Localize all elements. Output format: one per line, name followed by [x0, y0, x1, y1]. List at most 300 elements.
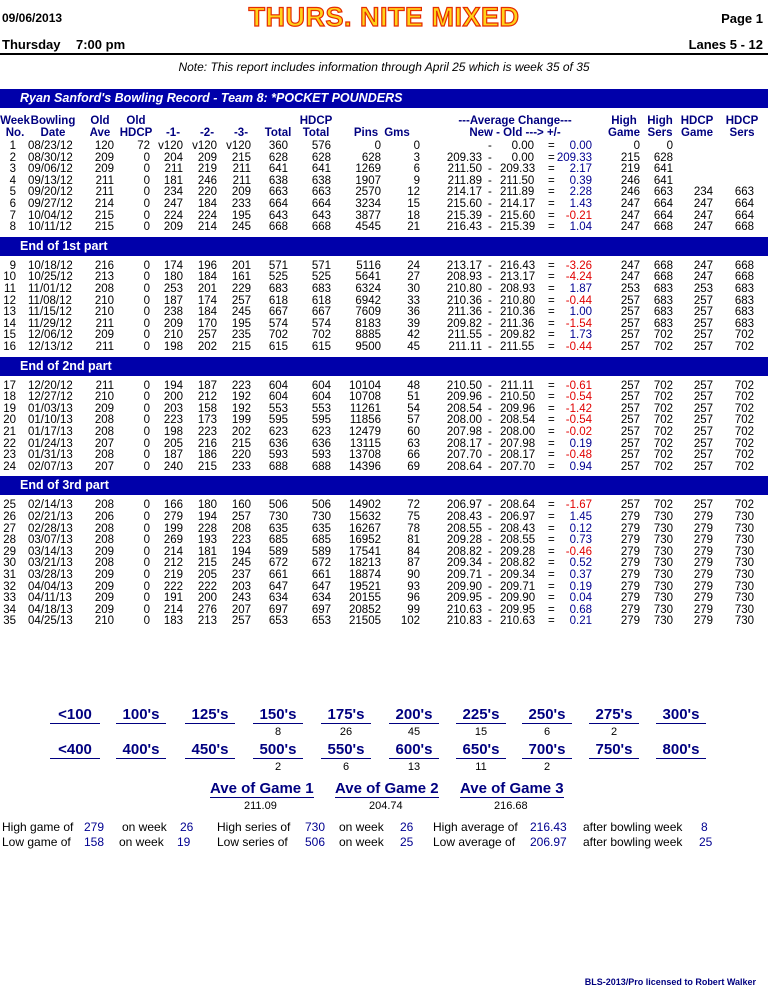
cell-hdcp-series: 730 — [734, 511, 754, 523]
cell-pins: 6942 — [355, 294, 381, 307]
cell-pins: 15632 — [349, 511, 381, 523]
cell-old-average: 215.60 — [500, 209, 536, 222]
col-average-change-line2: New - Old ---> +/- — [469, 127, 561, 139]
cell-equals: = — [548, 426, 555, 438]
table-row — [0, 427, 768, 438]
cell-date: 04/25/13 — [28, 615, 73, 628]
cell-game3: 245 — [231, 557, 251, 570]
cell-dash: - — [488, 391, 492, 404]
cell-dash: - — [488, 186, 492, 199]
table-row — [0, 261, 768, 272]
cell-old-hdcp: 0 — [143, 341, 150, 353]
cell-total: 618 — [268, 294, 288, 307]
cell-games: 63 — [407, 437, 420, 450]
cell-dash: - — [488, 569, 492, 581]
cell-games: 51 — [407, 391, 420, 404]
cell-new-average: 206.97 — [446, 499, 482, 512]
low-series-label: Low series of — [217, 835, 288, 849]
cell-date: 11/08/12 — [28, 294, 72, 307]
col-high-game — [606, 115, 642, 139]
cell-high-game: 279 — [620, 534, 640, 547]
cell-dash: - — [488, 294, 492, 307]
cell-average-change: 0.52 — [569, 557, 592, 570]
low-game-label: Low game of — [2, 835, 71, 849]
cell-equals: = — [548, 534, 555, 547]
cell-new-average: 208.93 — [446, 271, 482, 284]
cell-pins: 5116 — [356, 259, 381, 272]
cell-hdcp-series: 702 — [734, 391, 754, 404]
cell-high-series: 702 — [653, 391, 673, 404]
cell-old-hdcp: 0 — [143, 174, 150, 187]
cell-old-hdcp: 0 — [143, 294, 150, 307]
series-range-label: 500's — [253, 742, 303, 759]
cell-week: 22 — [3, 437, 16, 450]
table-row — [0, 222, 768, 233]
series-range-count: 6 — [342, 761, 350, 773]
cell-old-ave: 209 — [94, 329, 114, 342]
section-divider — [0, 357, 768, 376]
game-average-label: Ave of Game 2 — [335, 780, 439, 797]
game-average-value: 204.74 — [369, 800, 403, 812]
cell-games: 102 — [400, 615, 420, 628]
table-row — [0, 187, 768, 198]
cell-old-ave: 208 — [94, 414, 114, 427]
col-game2: -2- — [199, 127, 215, 139]
cell-hdcp-total: 688 — [311, 460, 331, 473]
cell-week: 31 — [3, 569, 16, 581]
cell-game3: 215 — [231, 437, 251, 450]
table-row — [0, 211, 768, 222]
cell-high-game: 215 — [620, 151, 640, 164]
table-row — [0, 199, 768, 210]
cell-high-game: 257 — [620, 294, 640, 307]
cell-game3: 201 — [231, 259, 251, 272]
cell-equals: = — [548, 186, 555, 199]
cell-game3: 235 — [231, 329, 251, 342]
cell-average-change: 209.33 — [556, 151, 592, 164]
cell-high-series: 702 — [653, 426, 673, 438]
cell-hdcp-game: 279 — [693, 522, 713, 535]
cell-old-average: 208.17 — [500, 449, 536, 462]
cell-week: 5 — [9, 186, 16, 199]
cell-game3: 233 — [231, 198, 251, 210]
cell-high-game: 279 — [620, 580, 640, 593]
cell-week: 25 — [3, 499, 16, 512]
cell-hdcp-series: 702 — [734, 329, 754, 342]
col-hdcp-game-line1: HDCP — [680, 115, 714, 127]
cell-average-change: 0.94 — [569, 460, 592, 473]
cell-average-change: 0.04 — [569, 592, 592, 605]
col-high-series — [644, 115, 676, 139]
cell-date: 01/24/13 — [28, 437, 73, 450]
cell-game3: 243 — [231, 592, 251, 605]
cell-high-game: 279 — [620, 522, 640, 535]
cell-dash: - — [488, 306, 492, 319]
cell-total: 672 — [268, 557, 288, 570]
cell-average-change: -0.46 — [565, 545, 592, 558]
cell-game3: 161 — [231, 271, 251, 284]
cell-high-game: 257 — [620, 341, 640, 353]
cell-pins: 4545 — [355, 221, 381, 234]
cell-old-average: 210.80 — [500, 294, 536, 307]
cell-date: 11/29/12 — [28, 317, 72, 330]
cell-old-average: 211.11 — [500, 379, 534, 392]
cell-old-hdcp: 0 — [143, 186, 150, 199]
cell-old-average: 208.64 — [500, 499, 536, 512]
cell-game1: 199 — [163, 522, 183, 535]
cell-new-average: 216.43 — [446, 221, 482, 234]
cell-total: 661 — [268, 569, 288, 581]
cell-total: 623 — [268, 426, 288, 438]
table-row — [0, 381, 768, 392]
cell-pins: 3877 — [355, 209, 381, 222]
cell-games: 60 — [407, 426, 420, 438]
cell-games: 21 — [407, 221, 420, 234]
cell-equals: = — [548, 341, 555, 353]
cell-equals: = — [548, 283, 555, 295]
cell-week: 32 — [3, 580, 16, 593]
col-average-change — [440, 115, 590, 139]
cell-old-hdcp: 0 — [143, 209, 150, 222]
cell-week: 23 — [3, 449, 16, 462]
cell-game2: 186 — [197, 449, 217, 462]
cell-old-average: 210.50 — [500, 391, 536, 404]
cell-high-series: 668 — [653, 221, 673, 234]
cell-games: 3 — [413, 151, 420, 164]
cell-game1: 203 — [163, 402, 183, 415]
cell-old-average: 210.36 — [500, 306, 536, 319]
cell-total: 638 — [268, 174, 288, 187]
table-row — [0, 570, 768, 581]
cell-game1: 223 — [163, 414, 183, 427]
cell-game3: 257 — [231, 294, 251, 307]
cell-average-change: -0.44 — [565, 341, 592, 353]
game-average-value: 216.68 — [494, 800, 528, 812]
cell-high-game: 246 — [620, 174, 640, 187]
cell-game1: 187 — [163, 294, 183, 307]
cell-hdcp-total: 595 — [311, 414, 331, 427]
cell-average-change: 1.04 — [569, 221, 592, 234]
cell-date: 03/21/13 — [28, 557, 73, 570]
cell-total: 525 — [268, 271, 288, 284]
cell-hdcp-total: 697 — [311, 603, 331, 616]
cell-hdcp-game: 253 — [693, 283, 713, 295]
page-number: Page 1 — [721, 11, 763, 26]
cell-game1: 222 — [163, 580, 183, 593]
cell-hdcp-series: 702 — [734, 341, 754, 353]
cell-old-hdcp: 0 — [143, 592, 150, 605]
cell-pins: 11261 — [349, 402, 381, 415]
cell-games: 33 — [407, 294, 420, 307]
cell-dash: - — [488, 341, 492, 353]
cell-game1: 234 — [163, 186, 183, 199]
cell-hdcp-series: 702 — [734, 426, 754, 438]
cell-equals: = — [548, 221, 555, 234]
cell-week: 34 — [3, 603, 16, 616]
cell-hdcp-game: 257 — [693, 329, 713, 342]
col-pins: Pins — [353, 127, 379, 139]
table-row — [0, 415, 768, 426]
cell-equals: = — [548, 414, 555, 427]
cell-equals: = — [548, 569, 555, 581]
cell-high-series: 683 — [653, 306, 673, 319]
cell-average-change: -0.54 — [565, 414, 592, 427]
cell-pins: 13708 — [349, 449, 381, 462]
cell-game1: 238 — [163, 306, 183, 319]
cell-games: 0 — [413, 140, 420, 152]
cell-high-series: 683 — [653, 283, 673, 295]
cell-old-average: 211.89 — [500, 186, 535, 199]
cell-game3: 215 — [231, 151, 251, 164]
game-range-label: 100's — [116, 707, 166, 724]
cell-game3: 192 — [231, 402, 251, 415]
cell-new-average: 210.36 — [446, 294, 482, 307]
cell-old-ave: 208 — [94, 522, 114, 535]
low-average-week-label: after bowling week — [583, 835, 683, 849]
cell-total: 668 — [268, 221, 288, 234]
cell-old-ave: 211 — [95, 341, 114, 353]
cell-game2: 215 — [197, 557, 217, 570]
cell-pins: 1269 — [355, 163, 381, 176]
low-average-week: 25 — [699, 835, 713, 849]
cell-pins: 3234 — [355, 198, 381, 210]
cell-equals: = — [548, 151, 555, 164]
cell-high-game: 257 — [620, 402, 640, 415]
cell-date: 02/21/13 — [28, 511, 73, 523]
cell-game3: 211 — [232, 163, 251, 176]
cell-hdcp-total: 641 — [311, 163, 331, 176]
col-hdcp-game — [678, 115, 716, 139]
cell-game3: 237 — [231, 569, 251, 581]
cell-new-average: 209.33 — [446, 151, 482, 164]
low-series-value: 506 — [305, 835, 326, 849]
high-average-week: 8 — [701, 820, 708, 834]
cell-new-average: 208.82 — [446, 545, 482, 558]
cell-dash: - — [488, 449, 492, 462]
low-average-stat — [433, 835, 713, 849]
cell-hdcp-total: 683 — [311, 283, 331, 295]
cell-average-change: 0.21 — [569, 615, 592, 628]
cell-old-ave: 208 — [94, 426, 114, 438]
cell-game1: 253 — [163, 283, 183, 295]
cell-week: 29 — [3, 545, 16, 558]
cell-date: 12/06/12 — [28, 329, 73, 342]
col-date-line1: Bowling — [30, 115, 76, 127]
cell-high-game: 257 — [620, 437, 640, 450]
cell-old-hdcp: 0 — [143, 426, 150, 438]
game-average-label: Ave of Game 3 — [460, 780, 564, 797]
cell-old-hdcp: 0 — [143, 379, 150, 392]
col-hdcp-total-line2: Total — [302, 127, 330, 139]
cell-game3: v120 — [226, 140, 251, 152]
cell-dash: - — [488, 592, 492, 605]
cell-hdcp-game: 257 — [693, 306, 713, 319]
cell-new-average: 209.82 — [446, 317, 482, 330]
col-hdcp-total — [298, 115, 334, 139]
cell-hdcp-game: 279 — [693, 569, 713, 581]
cell-pins: 8183 — [355, 317, 381, 330]
low-series-week: 25 — [400, 835, 414, 849]
cell-game2: 212 — [197, 391, 217, 404]
cell-average-change: -3.26 — [565, 259, 592, 272]
cell-high-series: 683 — [653, 294, 673, 307]
cell-old-ave: 211 — [95, 186, 114, 199]
col-week-line1: Week — [0, 115, 30, 127]
cell-hdcp-series: 683 — [734, 294, 754, 307]
cell-old-average: 208.54 — [500, 414, 536, 427]
cell-week: 26 — [3, 511, 16, 523]
cell-total: 506 — [268, 499, 288, 512]
cell-game3: 215 — [231, 341, 251, 353]
cell-pins: 2570 — [355, 186, 381, 199]
cell-average-change: 0.00 — [569, 140, 592, 152]
cell-equals: = — [548, 437, 555, 450]
table-row — [0, 524, 768, 535]
cell-total: 730 — [268, 511, 288, 523]
table-row — [0, 392, 768, 403]
cell-game2: 158 — [197, 402, 217, 415]
cell-old-hdcp: 0 — [143, 221, 150, 234]
cell-game1: 187 — [163, 449, 183, 462]
cell-old-ave: 209 — [94, 603, 114, 616]
cell-total: 664 — [268, 198, 288, 210]
cell-old-ave: 209 — [94, 151, 114, 164]
cell-game3: 192 — [231, 391, 251, 404]
cell-old-ave: 207 — [94, 437, 114, 450]
cell-hdcp-total: 576 — [311, 140, 331, 152]
section-divider — [0, 237, 768, 256]
cell-total: 615 — [268, 341, 288, 353]
cell-old-hdcp: 0 — [143, 329, 150, 342]
section-label: End of 1st part — [20, 238, 108, 253]
cell-old-ave: 211 — [95, 379, 114, 392]
cell-average-change: 2.17 — [569, 163, 592, 176]
cell-game1: 212 — [163, 557, 183, 570]
cell-new-average: 215.39 — [446, 209, 482, 222]
cell-game3: 209 — [231, 186, 251, 199]
table-row — [0, 330, 768, 341]
cell-game2: 184 — [197, 306, 217, 319]
cell-old-ave: 210 — [94, 294, 114, 307]
cell-date: 04/18/13 — [28, 603, 73, 616]
cell-dash: - — [488, 499, 492, 512]
cell-dash: - — [488, 603, 492, 616]
cell-total: 647 — [268, 580, 288, 593]
cell-games: 48 — [407, 379, 420, 392]
cell-game3: 220 — [231, 449, 251, 462]
cell-total: 641 — [268, 163, 288, 176]
cell-date: 02/14/13 — [28, 499, 73, 512]
cell-average-change: -0.61 — [565, 379, 592, 392]
cell-games: 81 — [407, 534, 420, 547]
high-average-label: High average of — [433, 820, 518, 834]
cell-game2: 246 — [197, 174, 217, 187]
cell-date: 02/07/13 — [28, 460, 73, 473]
cell-week: 7 — [9, 209, 16, 222]
cell-old-average: 211.55 — [500, 341, 535, 353]
high-game-label: High game of — [2, 820, 74, 834]
cell-new-average: 210.63 — [446, 603, 482, 616]
cell-hdcp-series: 730 — [734, 569, 754, 581]
cell-dash: - — [488, 379, 492, 392]
report-title: THURS. NITE MIXED — [248, 2, 520, 32]
cell-game1: 210 — [163, 329, 183, 342]
cell-games: 69 — [407, 460, 420, 473]
cell-game3: 160 — [231, 499, 251, 512]
cell-old-hdcp: 0 — [143, 460, 150, 473]
cell-game1: 247 — [163, 198, 183, 210]
low-average-label: Low average of — [433, 835, 516, 849]
cell-old-hdcp: 0 — [143, 569, 150, 581]
cell-week: 12 — [3, 294, 16, 307]
cell-hdcp-game: 257 — [693, 437, 713, 450]
cell-new-average: 214.17 — [446, 186, 482, 199]
cell-old-hdcp: 0 — [143, 499, 150, 512]
table-row — [0, 296, 768, 307]
cell-games: 84 — [407, 545, 420, 558]
cell-high-series: 702 — [653, 499, 673, 512]
cell-pins: 5641 — [355, 271, 381, 284]
cell-old-ave: 206 — [94, 511, 114, 523]
cell-old-ave: 211 — [95, 174, 114, 187]
cell-games: 6 — [413, 163, 420, 176]
cell-hdcp-total: 604 — [311, 379, 331, 392]
cell-old-average: 209.34 — [500, 569, 536, 581]
table-row — [0, 342, 768, 353]
cell-game3: 199 — [231, 414, 251, 427]
cell-game1: 209 — [163, 221, 183, 234]
cell-new-average: 210.83 — [446, 615, 482, 628]
cell-week: 24 — [3, 460, 16, 473]
col-old-hdcp-line1: Old — [126, 115, 146, 127]
cell-date: 09/13/12 — [28, 174, 73, 187]
cell-hdcp-game: 257 — [693, 379, 713, 392]
license-footer: BLS-2013/Pro licensed to Robert Walker — [584, 977, 756, 987]
cell-week: 14 — [3, 317, 16, 330]
cell-old-hdcp: 0 — [143, 283, 150, 295]
cell-old-average: 216.43 — [500, 259, 536, 272]
cell-high-game: 279 — [620, 592, 640, 605]
cell-dash: - — [488, 209, 492, 222]
cell-high-game: 279 — [620, 615, 640, 628]
cell-games: 57 — [407, 414, 420, 427]
cell-games: 42 — [407, 329, 420, 342]
cell-date: 08/23/12 — [28, 140, 73, 152]
cell-dash: - — [488, 198, 492, 210]
high-average-stat — [433, 820, 708, 834]
cell-hdcp-game: 234 — [693, 186, 713, 199]
cell-total: 553 — [268, 402, 288, 415]
cell-hdcp-game: 257 — [693, 449, 713, 462]
cell-equals: = — [548, 379, 555, 392]
cell-game1: 240 — [163, 460, 183, 473]
col-week-line2: No. — [5, 127, 25, 139]
cell-hdcp-total: 623 — [311, 426, 331, 438]
cell-average-change: 1.73 — [569, 329, 592, 342]
col-high-game-line2: Game — [608, 127, 640, 139]
cell-hdcp-total: 702 — [311, 329, 331, 342]
high-series-week: 26 — [400, 820, 414, 834]
cell-hdcp-total: 638 — [311, 174, 331, 187]
cell-week: 27 — [3, 522, 16, 535]
cell-high-game: 257 — [620, 426, 640, 438]
cell-average-change: 2.28 — [569, 186, 592, 199]
cell-pins: 10104 — [349, 379, 381, 392]
cell-high-game: 279 — [620, 545, 640, 558]
cell-week: 15 — [3, 329, 16, 342]
cell-hdcp-series: 702 — [734, 460, 754, 473]
cell-week: 17 — [3, 379, 16, 392]
